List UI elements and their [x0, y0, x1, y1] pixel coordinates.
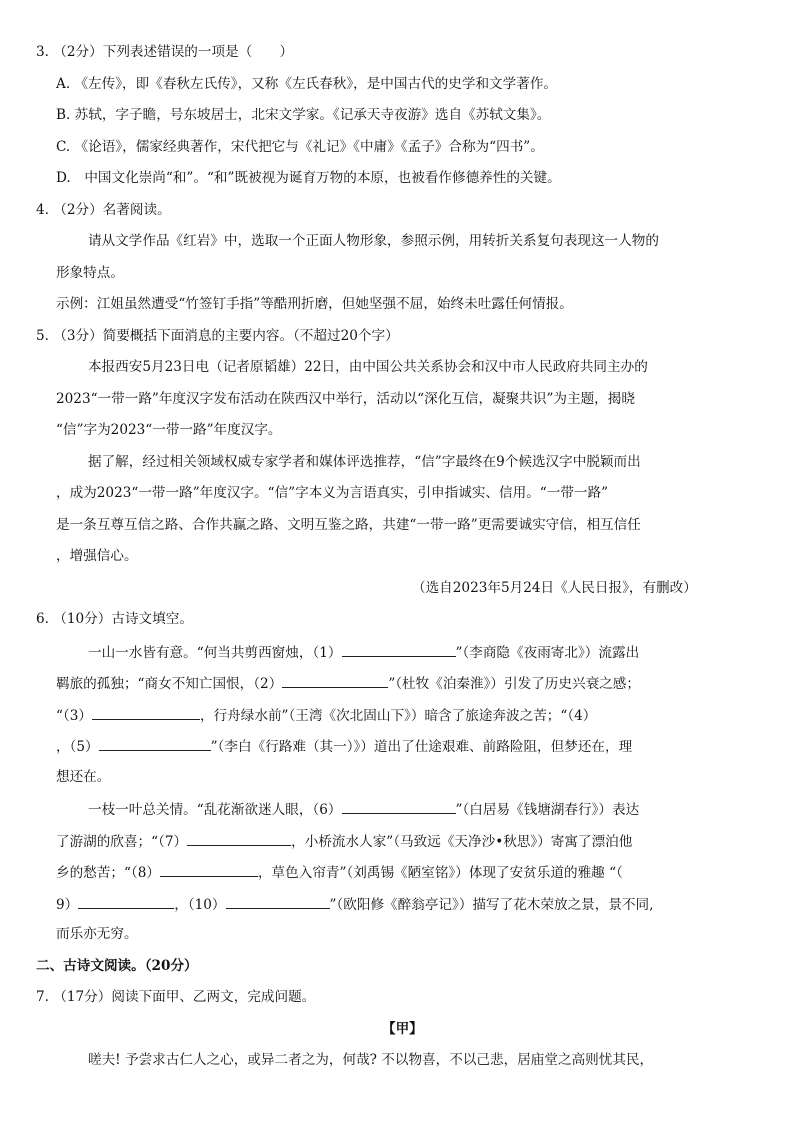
q4-stem: 4. （2分）名著阅读。	[36, 202, 171, 218]
q6-line1-text-a: 一山一水皆有意。“何当共剪西窗烛，（1）	[88, 645, 342, 661]
q6-line6	[88, 798, 639, 820]
q6-blank-2[interactable]	[282, 672, 388, 688]
q3-option-b: B. 苏轼，字子瞻，号东坡居士，北宋文学家。《记承天寺夜游》选自《苏轼文集》。	[56, 107, 551, 123]
q3-stem: 3. （2分）下列表述错误的一项是（ ）	[36, 44, 294, 60]
q6-line7	[56, 830, 632, 852]
q6-blank-8[interactable]	[160, 861, 258, 877]
q6-line2	[56, 672, 640, 694]
q6-line2-text-a: 羁旅的孤独；“商女不知亡国恨，（2）	[56, 676, 283, 692]
q6-line4	[56, 735, 632, 757]
q5-news-line3: “信”字为2023“一带一路”年度汉字。	[56, 422, 282, 438]
section-2-heading: 二、古诗文阅读。（20分）	[36, 958, 198, 974]
q5-news-line5: ，成为2023“一带一路”年度汉字。“信”字本义为言语真实，引申指诚实、信用。“一带一路”	[56, 485, 609, 501]
q6-line3-text-a: “（3）	[56, 708, 92, 724]
q6-line2-text-b: ”（杜牧《泊秦淮》）引发了历史兴衰之感；	[388, 676, 640, 692]
q6-blank-7[interactable]	[187, 830, 291, 846]
q6-blank-1[interactable]	[342, 641, 456, 657]
q6-line6-text-a: 一枝一叶总关情。“乱花渐欲迷人眼，（6）	[88, 802, 342, 818]
q4-instruction-line2: 形象特点。	[56, 265, 124, 281]
q6-stem: 6. （10分）古诗文填空。	[36, 611, 193, 627]
q3-option-a: A. 《左传》，即《春秋左氏传》，又称《左氏春秋》，是中国古代的史学和文学著作。	[56, 76, 558, 92]
q7-stem: 7. （17分）阅读下面甲、乙两文，完成问题。	[36, 989, 316, 1005]
q5-news-line7: ，增强信心。	[56, 548, 138, 564]
q4-instruction-line1: 请从文学作品《红岩》中，选取一个正面人物形象，参照示例，用转折关系复句表现这一人物的	[88, 233, 659, 249]
q6-line8-text-a: 乡的愁苦；“（8）	[56, 865, 160, 881]
q3-option-c: C. 《论语》，儒家经典著作，宋代把它与《礼记》《中庸》《孟子》合称为“四书”。	[56, 139, 544, 155]
q4-example: 示例：江姐虽然遭受“竹签钉手指”等酷刑折磨，但她坚强不屈，始终未吐露任何情报。	[56, 296, 573, 312]
q6-line7-text-a: 了游湖的欣喜；“（7）	[56, 834, 188, 850]
q6-line9-text-c: ”（欧阳修《醉翁亭记》）描写了花木荣放之景，景不同,	[329, 897, 654, 913]
q7-text-jia-line1: 嗟夫! 予尝求古仁人之心，或异二者之为，何哉? 不以物喜，不以己悲，居庙堂之高则忧其民，	[88, 1052, 654, 1068]
q6-line4-text-a: ，（5）	[56, 739, 99, 755]
q6-line8-text-b: ，草色入帘青”（刘禹锡《陋室铭》）体现了安贫乐道的雅趣 “（	[257, 865, 623, 881]
q5-news-line6: 是一条互尊互信之路、合作共赢之路、文明互鉴之路，共建“一带一路”更需要诚实守信，相互信任	[56, 517, 641, 533]
q6-line4-text-b: ”（李白《行路难（其一）》）道出了仕途艰难、前路险阻，但梦还在，理	[210, 739, 633, 755]
q5-news-line1: 本报西安5月23日电（记者原韬雄）22日，由中国公共关系协会和汉中市人民政府共同主办的	[88, 359, 648, 375]
q6-blank-6[interactable]	[342, 798, 456, 814]
q6-line3	[56, 704, 596, 726]
q6-line9-text-a: 9）	[56, 897, 79, 913]
q7-text-jia-title: 【甲】	[382, 1021, 423, 1037]
q6-blank-3[interactable]	[92, 704, 200, 720]
q6-blank-5[interactable]	[99, 735, 211, 751]
q5-news-line2: 2023“一带一路”年度汉字发布活动在陕西汉中举行，活动以“深化互信，凝聚共识”为主题，揭晓	[56, 391, 635, 407]
q6-line8	[56, 861, 623, 883]
q6-line1-text-b: ”（李商隐《夜雨寄北》）流露出	[455, 645, 640, 661]
q6-line10: 而乐亦无穷。	[56, 926, 138, 942]
q5-stem: 5. （3分）简要概括下面消息的主要内容。（不超过20个字）	[36, 328, 399, 344]
q6-line5: 想还在。	[56, 769, 111, 785]
q6-line1	[88, 641, 639, 663]
q6-line9	[56, 893, 653, 915]
q3-option-d: D. 中国文化崇尚“和”。“和”既被视为诞育万物的本原，也被看作修德养性的关键。	[56, 170, 561, 186]
q6-line3-text-b: ，行舟绿水前”（王湾《次北固山下》）暗含了旅途奔波之苦；“（4）	[200, 708, 597, 724]
q6-line9-text-b: ，（10）	[174, 897, 226, 913]
q5-source: （选自2023年5月24日《人民日报》，有删改）	[412, 580, 697, 596]
q6-line7-text-b: ，小桥流水人家”（马致远《天净沙•秋思》）寄寓了漂泊他	[291, 834, 633, 850]
q6-line6-text-b: ”（白居易《钱塘湖春行》）表达	[455, 802, 640, 818]
q6-blank-9[interactable]	[78, 893, 174, 909]
q6-blank-10[interactable]	[226, 893, 330, 909]
q5-news-line4: 据了解，经过相关领域权威专家学者和媒体评选推荐，“信”字最终在9个候选汉字中脱颖而出	[88, 454, 641, 470]
